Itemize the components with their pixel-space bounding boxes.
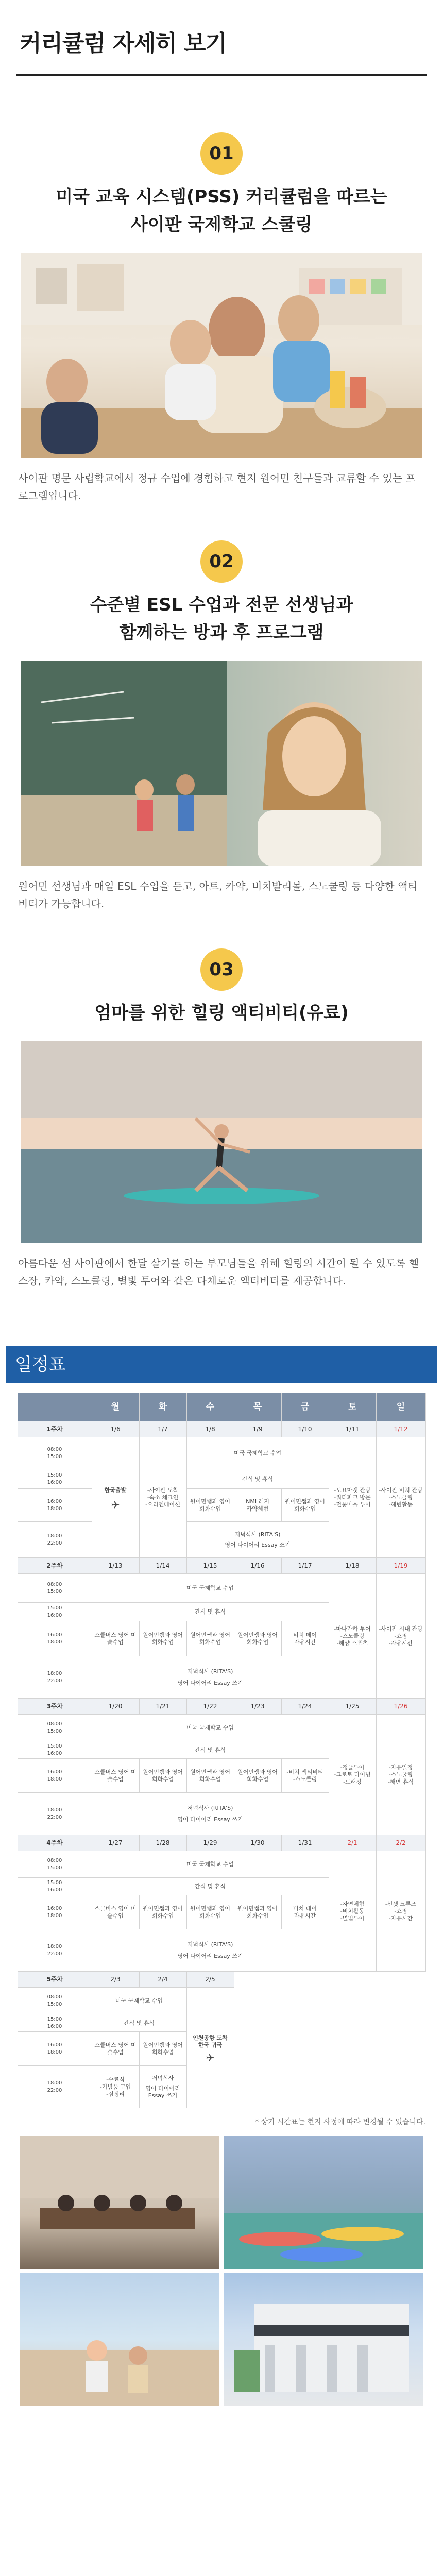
teacher-photo	[21, 661, 422, 866]
time-cell: 08:00 15:00	[18, 1851, 92, 1878]
week-label: 4주차	[18, 1835, 92, 1851]
activity-cell: -사이판 도착 -숙소 체크인 -오리엔테이션	[139, 1437, 186, 1558]
dinner-label: 저녁식사	[151, 2074, 174, 2081]
airplane-icon: ✈	[206, 2051, 215, 2064]
activity-cell: 원어민쌤과 영어회화수업	[234, 1895, 281, 1929]
date-cell: 1/9	[234, 1421, 281, 1437]
week-label: 1주차	[18, 1421, 92, 1437]
farewell-label: -수료식 -기념품 구입 -짐정리	[99, 2076, 131, 2097]
weekend-cell: -마나가하 투어 -스노클링 -해양 스포츠	[329, 1574, 376, 1699]
date-cell: 2/2	[376, 1835, 425, 1851]
activity-cell: 스쿨버스 영어 미술수업	[92, 1759, 139, 1793]
time-row	[18, 1574, 425, 1603]
time-cell: 18:00 22:00	[18, 1793, 92, 1835]
time-cell: 16:00 18:00	[18, 2032, 92, 2066]
section-title	[0, 999, 443, 1027]
departure-cell	[186, 1988, 234, 2108]
week-label: 3주차	[18, 1699, 92, 1715]
header-day: 화	[139, 1393, 186, 1421]
week-label: 2주차	[18, 1558, 92, 1574]
time-row	[18, 1988, 425, 2014]
activity-cell: 원어민쌤과 영어회화수업	[186, 1621, 234, 1656]
date-cell: 2/3	[92, 1972, 139, 1988]
airplane-icon: ✈	[111, 1498, 120, 1511]
date-cell: 1/8	[186, 1421, 234, 1437]
activity-cell	[186, 1522, 329, 1558]
essay-label: 영어 다이어리 Essay 쓰기	[177, 1952, 243, 1959]
date-cell: 1/27	[92, 1835, 139, 1851]
schedule-header-row	[18, 1393, 425, 1421]
section-title-line1: 미국 교육 시스템(PSS) 커리큘럼을 따르는	[56, 187, 387, 207]
schedule-heading: 일정표	[6, 1346, 437, 1383]
header-day: 월	[92, 1393, 139, 1421]
arrival-label: 한국출발	[104, 1486, 127, 1494]
arrival-cell	[92, 1437, 139, 1558]
section-title-line1: 엄마를 위한 힐링 액티비티(유료)	[94, 1003, 349, 1023]
date-cell: 1/30	[234, 1835, 281, 1851]
activity-cell: 미국 국제학교 수업	[92, 1988, 186, 2014]
classroom-photo	[21, 253, 422, 458]
time-cell: 18:00 22:00	[18, 1929, 92, 1972]
activity-cell: 간식 및 휴식	[92, 1603, 329, 1621]
time-row	[18, 1437, 425, 1469]
activity-cell: 스쿨버스 영어 미술수업	[92, 2032, 139, 2066]
activity-cell: 비치 데이 자유시간	[281, 1895, 329, 1929]
date-cell: 1/12	[376, 1421, 425, 1437]
activity-cell: 간식 및 휴식	[186, 1469, 329, 1489]
schedule-note: * 상기 시간표는 현지 사정에 따라 변경될 수 있습니다.	[254, 2118, 425, 2126]
activity-cell: 스쿨버스 영어 미술수업	[92, 1621, 139, 1656]
section-title	[0, 591, 443, 647]
activity-cell	[92, 1793, 329, 1835]
section-title-line2: 함께하는 방과 후 프로그램	[119, 622, 324, 643]
weekend-cell: -정글투어 -그로토 다이빙 -트래킹	[329, 1715, 376, 1835]
activity-cell: 미국 국제학교 수업	[186, 1437, 329, 1469]
activity-cell: 미국 국제학교 수업	[92, 1574, 329, 1603]
date-cell: 1/20	[92, 1699, 139, 1715]
time-cell: 15:00 16:00	[18, 1469, 92, 1489]
time-cell: 16:00 18:00	[18, 1759, 92, 1793]
activity-cell: 간식 및 휴식	[92, 1878, 329, 1895]
teacher-illustration	[21, 661, 422, 866]
date-cell: 1/19	[376, 1558, 425, 1574]
activity-cell: 원어민쌤과 영어회화수업	[186, 1489, 234, 1522]
activity-cell	[92, 2066, 139, 2108]
activity-cell	[92, 1656, 329, 1699]
date-cell: 1/23	[234, 1699, 281, 1715]
date-cell: 1/17	[281, 1558, 329, 1574]
title-divider	[16, 74, 427, 76]
date-cell: 1/11	[329, 1421, 376, 1437]
time-cell: 15:00 16:00	[18, 1878, 92, 1895]
essay-label: 영어 다이어리 Essay 쓰기	[225, 1541, 291, 1548]
weekend-cell: -사이판 비치 관광 -스노클링 -해변활동	[376, 1437, 425, 1558]
time-cell: 16:00 18:00	[18, 1895, 92, 1929]
departure-label: 인천공항 도착 한국 귀국	[193, 2034, 228, 2048]
time-cell: 16:00 18:00	[18, 1621, 92, 1656]
time-cell: 16:00 18:00	[18, 1489, 92, 1522]
date-cell: 1/6	[92, 1421, 139, 1437]
time-row	[18, 1715, 425, 1741]
essay-label: 영어 다이어리 Essay 쓰기	[145, 2084, 180, 2099]
time-cell: 08:00 15:00	[18, 1437, 92, 1469]
yoga-illustration	[21, 1041, 422, 1243]
date-cell: 1/29	[186, 1835, 234, 1851]
dinner-label: 저녁식사 (RITA'S)	[187, 1668, 233, 1675]
section-number-badge: 02	[200, 540, 243, 583]
activity-cell: 간식 및 휴식	[92, 1741, 329, 1759]
time-cell: 08:00 15:00	[18, 1574, 92, 1603]
header-day: 목	[234, 1393, 281, 1421]
section-number-badge: 03	[200, 948, 243, 991]
activity-cell: 원어민쌤과 영어회화수업	[139, 2032, 186, 2066]
date-cell: 1/28	[139, 1835, 186, 1851]
time-cell: 18:00 22:00	[18, 1522, 92, 1558]
section-caption: 사이판 명문 사립학교에서 정규 수업에 경험하고 현지 원어민 친구들과 교류할 수 있는 프로그램입니다.	[18, 472, 416, 502]
activity-cell: 원어민쌤과 영어회화수업	[139, 1621, 186, 1656]
date-cell: 1/31	[281, 1835, 329, 1851]
date-cell: 2/5	[186, 1972, 234, 1988]
time-row	[18, 1851, 425, 1878]
header-day: 수	[186, 1393, 234, 1421]
activity-cell	[92, 1929, 329, 1972]
date-cell: 1/24	[281, 1699, 329, 1715]
gallery-photo-beach	[20, 2273, 219, 2406]
activity-cell: 원어민쌤과 영어회화수업	[281, 1489, 329, 1522]
time-cell: 08:00 15:00	[18, 1715, 92, 1741]
weekend-cell: -선셋 크루즈 -쇼핑 -자유시간	[376, 1851, 425, 1972]
activity-cell: 간식 및 휴식	[92, 2014, 186, 2032]
activity-cell: 미국 국제학교 수업	[92, 1715, 329, 1741]
header-blank	[54, 1393, 92, 1421]
header-day: 금	[281, 1393, 329, 1421]
header-blank	[18, 1393, 54, 1421]
section-title-line2: 사이판 국제학교 스쿨링	[130, 214, 313, 235]
page-title: 커리큘럼 자세히 보기	[20, 30, 227, 57]
weekend-cell: -사이판 시내 관광 -쇼핑 -자유시간	[376, 1574, 425, 1699]
time-cell: 08:00 15:00	[18, 1988, 92, 2014]
weekend-cell: -자연체험 -비치활동 -별빛투어	[329, 1851, 376, 1972]
date-cell: 1/26	[376, 1699, 425, 1715]
header-day: 토	[329, 1393, 376, 1421]
date-cell: 1/14	[139, 1558, 186, 1574]
week-date-row	[18, 1421, 425, 1437]
week-date-row	[18, 1972, 425, 1988]
week-date-row	[18, 1835, 425, 1851]
date-cell: 2/1	[329, 1835, 376, 1851]
schedule-table	[18, 1393, 426, 2108]
photo-gallery	[20, 2136, 423, 2406]
date-cell: 1/18	[329, 1558, 376, 1574]
weekend-cell: -자유일정 -스노쿨링 -해변 휴식	[376, 1715, 425, 1835]
activity-cell: 비치 데이 자유시간	[281, 1621, 329, 1656]
schedule-section	[0, 1346, 443, 2406]
section-title	[0, 183, 443, 239]
date-cell: 1/10	[281, 1421, 329, 1437]
activity-cell: 스쿨버스 영어 미술수업	[92, 1895, 139, 1929]
time-cell: 15:00 16:00	[18, 2014, 92, 2032]
date-cell: 1/25	[329, 1699, 376, 1715]
empty-cell	[234, 1988, 425, 2108]
date-cell: 1/22	[186, 1699, 234, 1715]
gallery-photo-courthouse	[224, 2273, 423, 2406]
activity-cell: 원어민쌤과 영어회화수업	[186, 1759, 234, 1793]
weekend-cell: -토요마켓 관광 -워터파크 방문 -전통마을 투어	[329, 1437, 376, 1558]
week-label: 5주차	[18, 1972, 92, 1988]
activity-cell: 원어민쌤과 영어회화수업	[234, 1759, 281, 1793]
classroom-illustration	[21, 253, 422, 458]
dinner-label: 저녁식사 (RITA'S)	[187, 1804, 233, 1811]
dinner-label: 저녁식사 (RITA'S)	[234, 1531, 281, 1538]
date-cell: 1/21	[139, 1699, 186, 1715]
week-date-row	[18, 1558, 425, 1574]
empty-cell	[234, 1972, 425, 1988]
section-caption: 아름다운 섬 사이판에서 한달 살기를 하는 부모님들을 위해 힐링의 시간이 될 수 있도록 헬스장, 카약, 스노클링, 별빛 투어와 같은 다채로운 액티비티를 제공합니다.	[18, 1257, 419, 1287]
activity-cell: 원어민쌤과 영어회화수업	[139, 1895, 186, 1929]
time-cell: 15:00 16:00	[18, 1603, 92, 1621]
section-02	[0, 540, 443, 912]
time-cell: 18:00 22:00	[18, 1656, 92, 1699]
activity-cell: -비치 액티비티 -스노클링	[281, 1759, 329, 1793]
activity-cell: NMI 레저 카약체험	[234, 1489, 281, 1522]
activity-cell: 원어민쌤과 영어회화수업	[234, 1621, 281, 1656]
section-03	[0, 948, 443, 1290]
yoga-photo	[21, 1041, 422, 1243]
week-date-row	[18, 1699, 425, 1715]
activity-cell: 원어민쌤과 영어회화수업	[186, 1895, 234, 1929]
section-01	[0, 132, 443, 504]
date-cell: 1/7	[139, 1421, 186, 1437]
gallery-photo-classroom	[20, 2136, 219, 2269]
section-number-badge: 01	[200, 132, 243, 175]
time-cell: 18:00 22:00	[18, 2066, 92, 2108]
section-title-line1: 수준별 ESL 수업과 전문 선생님과	[90, 595, 353, 615]
date-cell: 2/4	[139, 1972, 186, 1988]
date-cell: 1/15	[186, 1558, 234, 1574]
dinner-label: 저녁식사 (RITA'S)	[187, 1941, 233, 1948]
section-caption: 원어민 선생님과 매일 ESL 수업을 듣고, 아트, 카약, 비치발리볼, 스노쿨링 등 다양한 액티비티가 가능합니다.	[18, 880, 418, 910]
date-cell: 1/13	[92, 1558, 139, 1574]
date-cell: 1/16	[234, 1558, 281, 1574]
gallery-photo-kayak	[224, 2136, 423, 2269]
time-cell: 15:00 16:00	[18, 1741, 92, 1759]
header-day: 일	[376, 1393, 425, 1421]
essay-label: 영어 다이어리 Essay 쓰기	[177, 1679, 243, 1686]
activity-cell: 미국 국제학교 수업	[92, 1851, 329, 1878]
activity-cell	[139, 2066, 186, 2108]
essay-label: 영어 다이어리 Essay 쓰기	[177, 1816, 243, 1823]
activity-cell: 원어민쌤과 영어회화수업	[139, 1759, 186, 1793]
